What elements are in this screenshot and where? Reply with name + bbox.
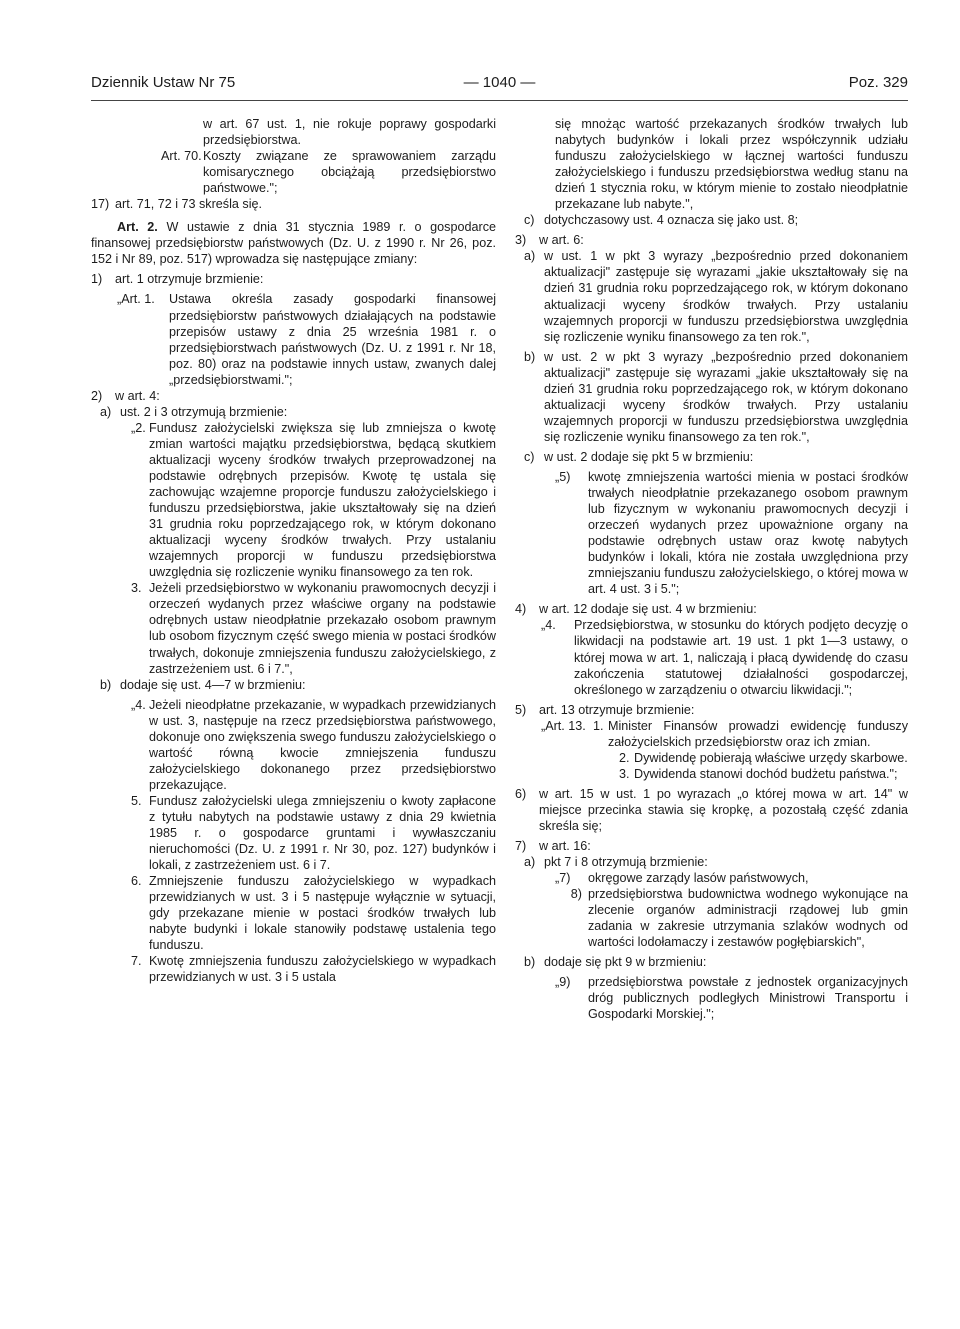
paragraph-4 [91, 697, 496, 793]
journal-title: Dziennik Ustaw Nr 75 [91, 74, 236, 91]
article-label: „Art. 1. [117, 292, 155, 307]
article-2-text: W ustawie z dnia 31 stycznia 1989 r. o gospodarce finansowej przedsiębiorstw państwowych (Dz. U. z 1990 r. Nr 26, poz. 152 i Nr 89, poz. 517) wprowadza się następujące zmiany: [91, 220, 496, 267]
subpoint-a [91, 404, 496, 420]
point-label: 17) [91, 197, 110, 212]
subpoint-label: a) [100, 404, 112, 419]
article-text: Ustawa określa zasady gospodarki finansowej przedsiębiorstw państwowych działających na podstawie przepisów ustawy z dnia 25 września 1981 r. o przedsiębiorstwach państwowych (Dz. U. z 1991 r. Nr 18, poz. 80) oraz na podstawie innych ustaw, zwanych dalej „przedsiębiorstwami."; [169, 292, 496, 387]
subpoint-b [515, 954, 908, 970]
subpoint-text: w ust. 2 w pkt 3 wyrazy „bezpośrednio przed dokonaniem aktualizacji" zastępuje się wyrazami „jakie ukształtowały się na dzień 31 grudnia roku poprzedzającego rok, w którym dokonano aktualizacji wyceny środków trwałych. Przy ustalaniu wzajemnych proporcji w funduszu przedsiębiorstwa uwzględnia się rozliczenie wyniku finansowego za ten rok.", [544, 349, 908, 444]
quoted-text: Przedsiębiorstwa, w stosunku do których podjęto decyzję o likwidacji na podstawie art. 19 ust. 1 pkt 1—3 ustawy, o której mowa w art. 1, naliczają i płacą dywidendę do czasu zakończenia statutowej działalności gospodarczej, określonego w zarządzeniu o otwarciu likwidacji."; [574, 618, 908, 697]
point-5 [515, 702, 908, 718]
quoted-text: okręgowe zarządy lasów państwowych, [588, 871, 809, 886]
paragraph-text: Jeżeli przedsiębiorstwo w wykonaniu prawomocnych decyzji i orzeczeń wydanych przez właściwe organy na podstawie odrębnych ustaw nieodpłatnie przekazało osobom prawnym lub osobom fizycznym część swego mienia w postaci środków trwałych, dokonuje zmniejszenia funduszu założycielskiego, z zastrzeżeniem ust. 6 i 7.", [149, 581, 496, 676]
paragraph-text: Dywidenda stanowi dochód budżetu państwa."; [634, 766, 898, 781]
article-13-paragraph-3 [515, 766, 908, 782]
subpoint-text: ust. 2 i 3 otrzymują brzmienie: [120, 404, 288, 419]
paragraph-6 [91, 873, 496, 953]
paragraph-5 [91, 793, 496, 873]
subpoint-label: b) [100, 677, 112, 692]
quoted-point-7 [515, 870, 908, 886]
point-label: 1) [91, 272, 103, 287]
paragraph-text: Dywidendę pobierają właściwe urzędy skarbowe. [634, 750, 908, 765]
point-7 [515, 838, 908, 854]
paragraph-3 [91, 580, 496, 676]
point-label: 5) [515, 702, 527, 717]
point-17 [91, 196, 496, 212]
quoted-point-9 [515, 974, 908, 1022]
paragraph-text: Fundusz założycielski ulega zmniejszeniu o kwoty zapłacone z tytułu nabytych na podstawie ustawy z dnia 29 kwietnia 1985 r. o gospodarce gruntami i wywłaszczaniu nieruchomości (Dz. U. z 1991 r. Nr 30, poz. 127) budynków i lokali, z zastrzeżeniem ust. 6 i 7. [149, 793, 496, 873]
text-line: się mnożąc wartość przekazanych środków trwałych lub nabytych budynków i lokali przez współczynnik udziału funduszu założycielskiego w łącznej wartości funduszu założycielskiego i funduszu przedsiębiorstwa według stanu na dzień 1 stycznia roku, w którym mienie to zostało nieodpłatnie przekazane lub nabyte.", [555, 117, 908, 212]
subpoint-c [515, 449, 908, 465]
article-label: Art. 70. [161, 149, 202, 164]
paragraph-7 [91, 953, 496, 985]
point-6 [515, 786, 908, 834]
paragraph-label: „4. [131, 697, 146, 712]
article-13-paragraph-2 [515, 750, 908, 766]
subpoint-b [91, 677, 496, 693]
quoted-point-5 [515, 469, 908, 597]
quoted-point-8 [515, 886, 908, 950]
subpoint-text: dotychczasowy ust. 4 oznacza się jako ust. 8; [544, 213, 799, 228]
quoted-text: kwotę zmniejszenia wartości mienia w postaci środków trwałych nieodpłatnie przekazanego osobom prawnym lub fizycznym w wykonaniu prawomocnych decyzji i orzeczeń wydanych przez upoważnione organy na podstawie odrębnych ustaw oraz kwotę nabytych budynków i lokali, która nie została uwzględniona przy zmniejszaniu funduszu założycielskiego, o której mowa w art. 4 ust. 3 i 5."; [588, 469, 908, 597]
subpoint-label: c) [524, 449, 535, 464]
quoted-article-13 [515, 718, 908, 750]
paragraph-text: Jeżeli nieodpłatne przekazanie, w wypadkach przewidzianych w ust. 3, następuje na rzecz przedsiębiorstwa państwowego, dokonuje ono zwiększenia swego funduszu założycielskiego o wartość równą kwocie zmniejszenia funduszu założycielskiego dokonanego przez przedsiębiorstwo przekazujące. [149, 697, 496, 792]
subpoint-text: pkt 7 i 8 otrzymują brzmienie: [544, 855, 708, 870]
point-text: w art. 16: [539, 839, 591, 854]
point-3 [515, 232, 908, 248]
article-2-label: Art. 2. [117, 220, 158, 235]
paragraph-text: Minister Finansów prowadzi ewidencję funduszy założycielskich przedsiębiorstw oraz ich zmian. [608, 718, 908, 749]
point-text: w art. 6: [539, 233, 584, 248]
point-2 [91, 388, 496, 404]
quoted-label: „9) [555, 975, 571, 990]
subpoint-label: b) [524, 349, 536, 364]
quoted-text: przedsiębiorstwa budownictwa wodnego wykonujące na zlecenie organów administracji rządowej lub gmin zadania w zakresie utrzymania szlaków wodnych od wartości lodołamaczy i zestawów pogłębiarskich", [588, 887, 908, 950]
paragraph-text: Fundusz założycielski zwiększa się lub zmniejsza o kwotę zmian wartości majątku przedsiębiorstwa, będącą skutkiem aktualizacji wyceny środków trwałych przeprowadzonej na podstawie odrębnych przepisów. Kwotę tę ustala się zachowując wzajemne proporcje funduszu założycielskiego i funduszu przedsiębiorstwa, jakie ukształtowały się na dzień 31 grudnia roku poprzedzającego rok, w którym dokonano aktualizacji wyceny środków trwałych. Przy ustalaniu wzajemnych proporcji w funduszu przedsiębiorstwa uwzględnia się rozliczenie wyniku finansowego za ten rok. [149, 420, 496, 580]
subpoint-label: a) [524, 249, 536, 264]
subpoint-text: w ust. 2 dodaje się pkt 5 w brzmieniu: [544, 449, 754, 464]
point-1 [91, 271, 496, 287]
article-13-paragraph-1 [593, 718, 908, 750]
paragraph-text: Kwotę zmniejszenia funduszu założycielskiego w wypadkach przewidzianych w ust. 3 i 5 ustala [149, 954, 496, 985]
subpoint-text: dodaje się ust. 4—7 w brzmieniu: [120, 677, 306, 692]
quoted-paragraph-4 [515, 617, 908, 697]
header-rule [91, 100, 908, 101]
quoted-label: „4. [541, 618, 556, 633]
paragraph-2 [91, 420, 496, 580]
subpoint-label: a) [524, 855, 536, 870]
paragraph-label: 2. [619, 750, 630, 765]
point-text: art. 13 otrzymuje brzmienie: [539, 702, 695, 717]
subpoint-a [515, 248, 908, 344]
quoted-label: „7) [555, 871, 571, 886]
point-label: 4) [515, 602, 527, 617]
paragraph-label: 3. [131, 581, 142, 596]
paragraph-label: 5. [131, 793, 142, 808]
quoted-text: przedsiębiorstwa powstałe z jednostek organizacyjnych dróg publicznych podległych Ministrowi Transportu i Gospodarki Morskiej."; [588, 975, 908, 1022]
page-number: — 1040 — [463, 74, 536, 91]
position-number: Poz. 329 [848, 74, 908, 91]
quoted-label: 8) [570, 887, 582, 902]
subpoint-b [515, 349, 908, 445]
page-header [91, 74, 908, 98]
quoted-article-1 [91, 291, 496, 387]
point-text: art. 1 otrzymuje brzmienie: [115, 272, 264, 287]
subpoint-text: dodaje się pkt 9 w brzmieniu: [544, 955, 707, 970]
article-13-body [593, 718, 908, 750]
point-label: 2) [91, 388, 103, 403]
right-column [515, 116, 908, 1023]
article-2 [91, 219, 496, 267]
point-text: w art. 15 w ust. 1 po wyrazach „o której mowa w art. 14" w miejsce przecinka stawia się kropkę, a pozostałą część zdania skreśla się; [539, 786, 908, 833]
article-text: Koszty związane ze sprawowaniem zarządu komisarycznego obciążają przedsiębiorstwo państwowe."; [203, 149, 496, 196]
point-text: art. 71, 72 i 73 skreśla się. [115, 197, 262, 212]
left-column [91, 116, 496, 985]
subpoint-a [515, 854, 908, 870]
text-line: w art. 67 ust. 1, nie rokuje poprawy gospodarki przedsiębiorstwa. [203, 117, 496, 148]
point-label: 6) [515, 786, 527, 801]
subpoint-text: w ust. 1 w pkt 3 wyrazy „bezpośrednio przed dokonaniem aktualizacji" zastępuje się wyrazami „jakie ukształtowały się na dzień 31 grudnia roku poprzedzającego rok, w którym dokonano aktualizacji wyceny środków trwałych. Przy ustalaniu wzajemnych proporcji w funduszu przedsiębiorstwa uwzględnia się rozliczenie wyniku finansowego za ten rok.", [544, 249, 908, 344]
point-label: 3) [515, 233, 527, 248]
subpoint-label: c) [524, 213, 535, 228]
article-70 [91, 148, 496, 196]
article-label: „Art. 13. [541, 718, 586, 733]
point-text: w art. 4: [115, 388, 160, 403]
point-4 [515, 601, 908, 617]
quoted-label: „5) [555, 469, 571, 484]
subpoint-c [515, 212, 908, 228]
paragraph-label: 1. [593, 718, 604, 733]
point-label: 7) [515, 839, 527, 854]
subpoint-label: b) [524, 955, 536, 970]
paragraph-label: „2. [131, 420, 146, 435]
point-text: w art. 12 dodaje się ust. 4 w brzmieniu: [539, 602, 757, 617]
paragraph-label: 3. [619, 766, 630, 781]
paragraph-label: 6. [131, 874, 142, 889]
paragraph-text: Zmniejszenie funduszu założycielskiego w wypadkach przewidzianych w ust. 3 i 5 następuje wyłącznie w sytuacji, gdy przekazane mienie w postaci środków trwałych lub nabyte budynki i lokale stanowiły podstawę ustalenia tego funduszu. [149, 874, 496, 953]
paragraph-label: 7. [131, 954, 142, 969]
